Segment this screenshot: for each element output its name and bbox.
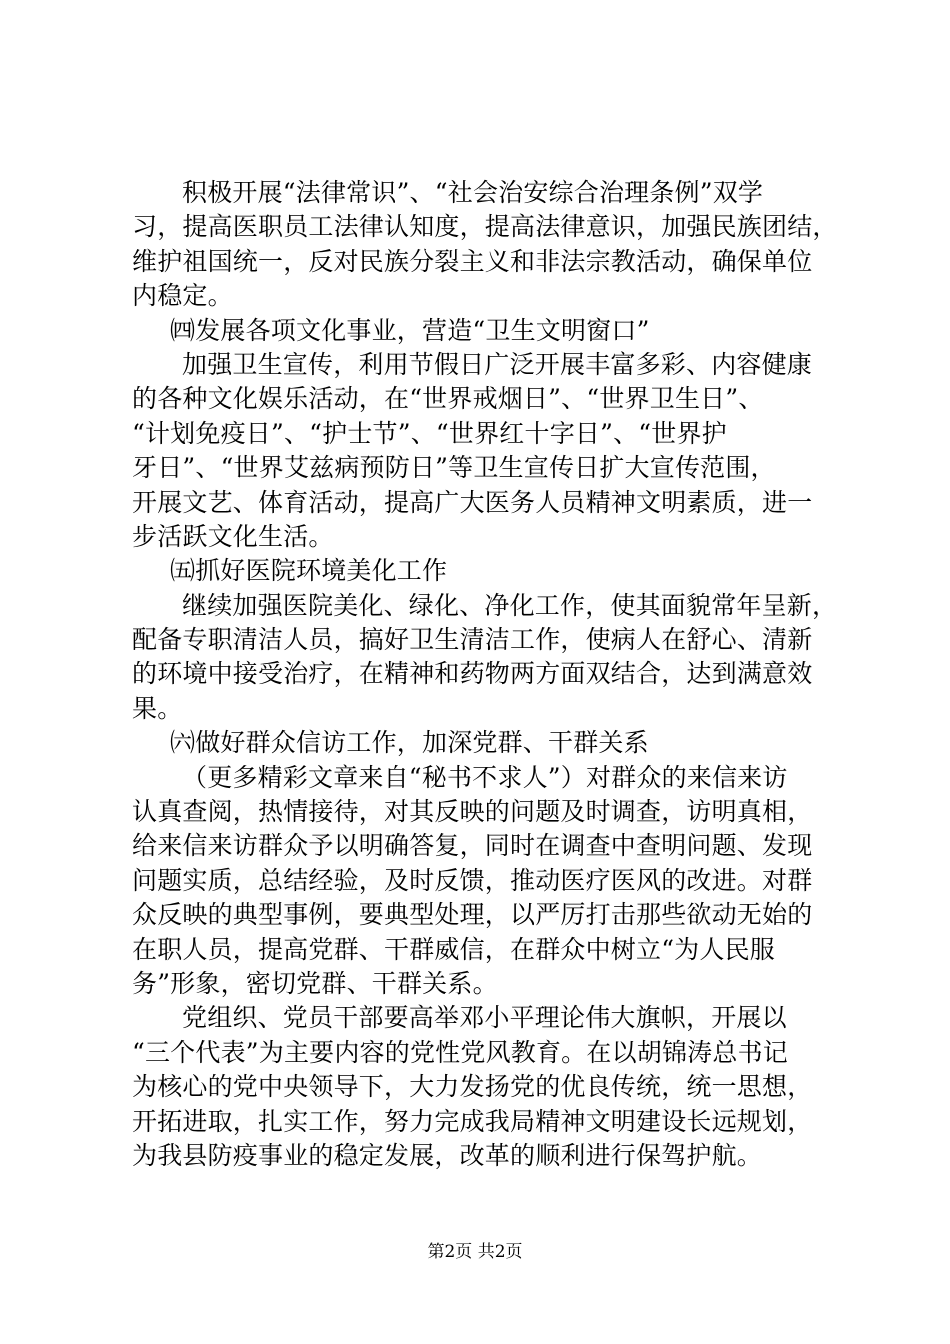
- paragraph-line: 牙日”、“世界艾兹病预防日”等卫生宣传日扩大宣传范围，: [132, 453, 776, 483]
- paragraph-line: 积极开展“法律常识”、“社会治安综合治理条例”双学: [182, 178, 764, 207]
- paragraph-line: 的各种文化娱乐活动，在“世界戒烟日”、“世界卫生日”、: [132, 384, 764, 414]
- page-number-footer: 第2页 共2页: [427, 1242, 523, 1262]
- paragraph-line: （更多精彩文章来自“秘书不求人”）对群众的来信来访: [182, 762, 788, 792]
- paragraph-line: 加强卫生宣传，利用节假日广泛开展丰富多彩、内容健康: [182, 349, 813, 379]
- paragraph-line: 步活跃文化生活。: [132, 521, 334, 551]
- section-heading: ㈣发展各项文化事业，营造“卫生文明窗口”: [170, 315, 650, 345]
- paragraph-line: 开拓进取，扎实工作，努力完成我局精神文明建设长远规划，: [132, 1106, 813, 1136]
- paragraph-line: 配备专职清洁人员，搞好卫生清洁工作，使病人在舒心、清新: [132, 625, 813, 655]
- paragraph-line: 为核心的党中央领导下，大力发扬党的优良传统，统一思想，: [132, 1072, 813, 1102]
- paragraph-line: “三个代表”为主要内容的党性党风教育。在以胡锦涛总书记: [132, 1037, 788, 1067]
- paragraph-line: 务”形象，密切党群、干群关系。: [132, 968, 498, 998]
- paragraph-line: 众反映的典型事例，要典型处理，以严厉打击那些欲动无始的: [132, 900, 813, 930]
- paragraph-line: 习，提高医职员工法律认知度，提高法律意识，加强民族团结，: [132, 212, 838, 242]
- paragraph-line: 问题实质，总结经验，及时反馈，推动医疗医风的改进。对群: [132, 865, 813, 895]
- paragraph-line: 给来信来访群众予以明确答复，同时在调查中查明问题、发现: [132, 831, 813, 861]
- paragraph-line: 在职人员，提高党群、干群威信，在群众中树立“为人民服: [132, 934, 775, 964]
- paragraph-line: 的环境中接受治疗，在精神和药物两方面双结合，达到满意效: [132, 659, 813, 689]
- paragraph-line: “计划免疫日”、“护士节”、“世界红十字日”、“世界护: [132, 418, 727, 448]
- paragraph-line: 内稳定。: [132, 281, 233, 311]
- paragraph-line: 开展文艺、体育活动，提高广大医务人员精神文明素质，进一: [132, 487, 813, 517]
- document-body: [132, 176, 838, 1173]
- paragraph-line: 果。: [132, 693, 183, 723]
- paragraph-line: 维护祖国统一，反对民族分裂主义和非法宗教活动，确保单位: [132, 246, 813, 276]
- paragraph-line: 党组织、党员干部要高举邓小平理论伟大旗帜，开展以: [182, 1003, 787, 1033]
- paragraph-line: 认真查阅，热情接待，对其反映的问题及时调查，访明真相，: [132, 797, 813, 827]
- paragraph-line: 继续加强医院美化、绿化、净化工作，使其面貌常年呈新，: [182, 590, 838, 620]
- paragraph-line: 为我县防疫事业的稳定发展，改革的顺利进行保驾护航。: [132, 1140, 763, 1170]
- section-heading: ㈥做好群众信访工作，加深党群、干群关系: [170, 728, 649, 758]
- section-heading: ㈤抓好医院环境美化工作: [170, 556, 448, 586]
